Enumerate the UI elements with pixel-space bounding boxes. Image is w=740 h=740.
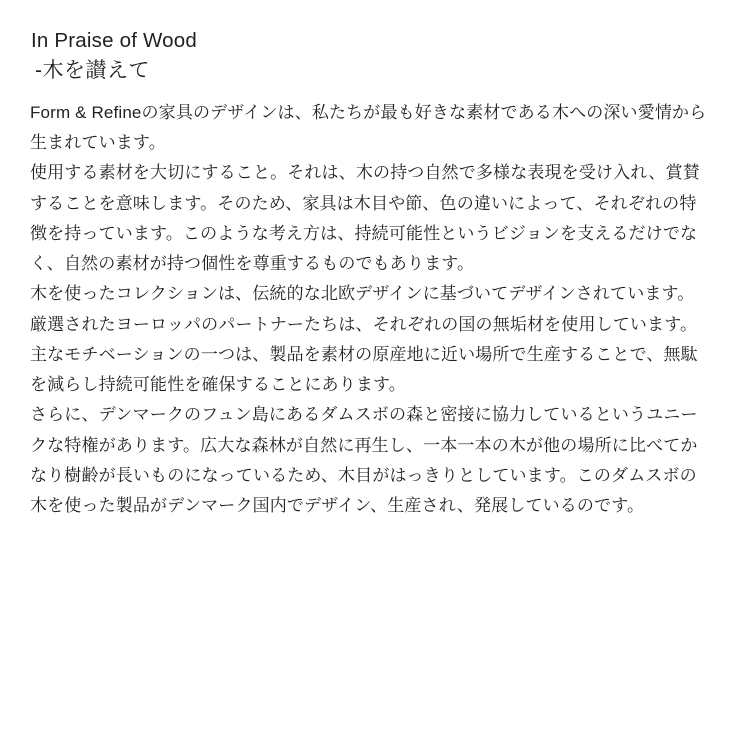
paragraph-3: 木を使ったコレクションは、伝統的な北欧デザインに基づいてデザインされています。厳選されたヨーロッパのパートナーたちは、それぞれの国の無垢材を使用しています。主なモチベーションの一つは、製品を素材の原産地に近い場所で生産することで、無駄を減らし持続可能性を確保することにあります。: [30, 284, 698, 395]
paragraph-4: さらに、デンマークのフュン島にあるダムスボの森と密接に協力しているというユニークな特権があります。広大な森林が自然に再生し、一本一本の木が他の場所に比べてかなり樹齢が長いものになっているため、木目がはっきりとしています。このダムスボの木を使った製品がデンマーク国内でデザイン、生産され、発展しているのです。: [30, 405, 698, 516]
title-block: [30, 28, 710, 84]
paragraph-2: 使用する素材を大切にすること。それは、木の持つ自然で多様な表現を受け入れ、賞賛することを意味します。そのため、家具は木目や節、色の違いによって、それぞれの特徴を持っています。このような考え方は、持続可能性というビジョンを支えるだけでなく、自然の素材が持つ個性を尊重するものでもあります。: [30, 163, 700, 274]
page-title-english: In Praise of Wood: [31, 29, 197, 52]
paragraph-1: Form & Refineの家具のデザインは、私たちが最も好きな素材である木への深い愛情から生まれています。: [30, 102, 707, 153]
body-copy: [30, 98, 710, 522]
page-title-japanese: ‐木を讃えて: [35, 58, 150, 82]
